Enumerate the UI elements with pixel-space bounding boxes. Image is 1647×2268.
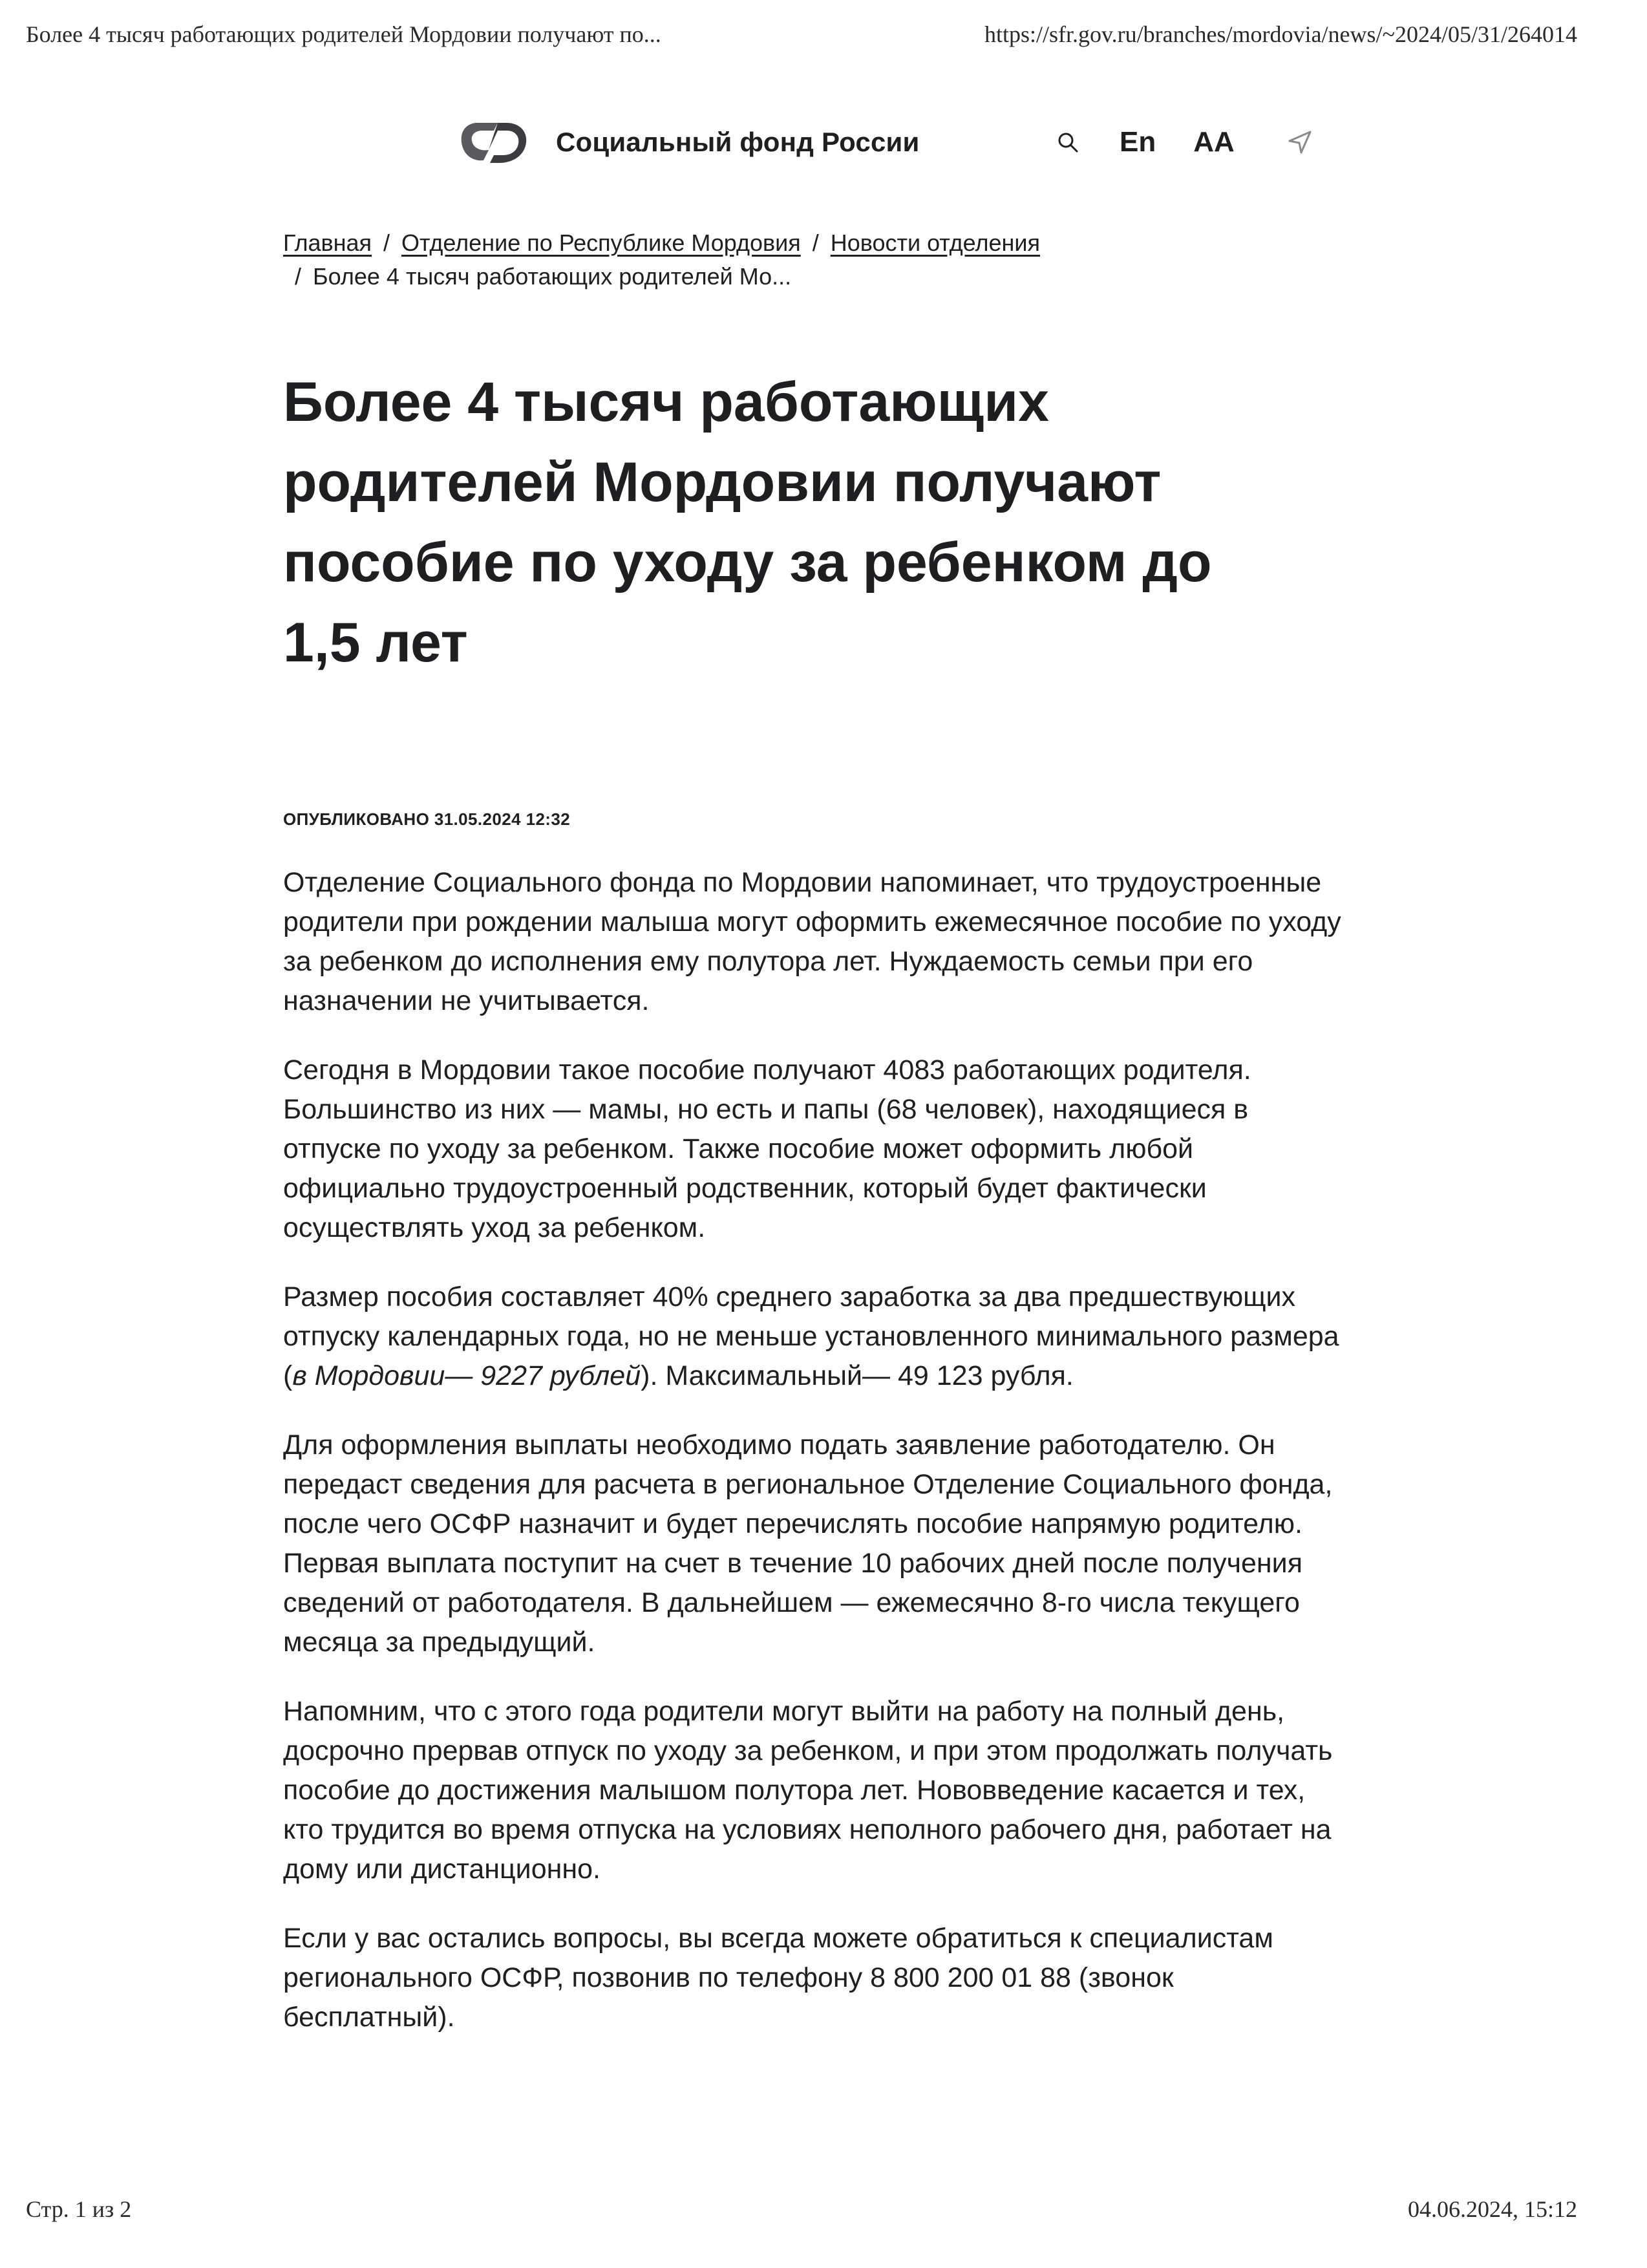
breadcrumb-branch-link[interactable]: Отделение по Республике Мордовия [401,230,801,256]
breadcrumb-current-row [283,260,1382,294]
site-name: Социальный фонд России [556,127,920,157]
article-body [283,863,1343,2037]
site-header [458,110,1298,175]
published-date: ОПУБЛИКОВАНО 31.05.2024 12:32 [283,809,571,829]
article-paragraph-1: Отделение Социального фонда по Мордовии напоминает, что трудоустроенные родители при рождении малыша могут оформить ежемесячное пособие по уходу за ребенком до исполнения ему полутора лет. Нуждаемость семьи при его назначении не учитывается. [283,867,1341,1016]
breadcrumb-separator: / [812,230,819,256]
logo-link[interactable] [458,110,920,175]
article-title: Более 4 тысяч работающих родителей Мордовии получают пособие по уходу за ребенком до 1,5 лет [283,371,1212,674]
search-button[interactable] [1052,127,1083,158]
article-paragraph-6: Если у вас остались вопросы, вы всегда можете обратиться к специалистам регионального ОСФР, позвонив по телефону 8 800 200 01 88 (звонок бесплатный). [283,1923,1273,2033]
print-header-url: https://sfr.gov.ru/branches/mordovia/news/~2024/05/31/264014 [984,21,1577,47]
article-paragraph-3 [283,1278,1343,1396]
accessibility-button[interactable]: AA [1193,126,1235,158]
breadcrumb-news-link[interactable]: Новости отделения [830,230,1040,256]
breadcrumb-current: Более 4 тысяч работающих родителей Мо... [313,263,792,290]
article [283,362,1343,2067]
sfr-logo-icon [458,116,529,168]
article-paragraph-2: Сегодня в Мордовии такое пособие получают 4083 работающих родителя. Большинство из них — мамы, но есть и папы (68 человек), находящиеся в отпуске по уходу за ребенком. Также пособие может оформить любой официально трудоустроенный родственник, который будет фактически осуществлять уход за ребенком. [283,1054,1251,1243]
print-footer-datetime: 04.06.2024, 15:12 [1407,2196,1577,2222]
breadcrumb-home-link[interactable]: Главная [283,230,372,256]
breadcrumb-separator: / [383,230,390,256]
breadcrumb-separator: / [295,263,302,290]
location-arrow-icon [1287,129,1313,155]
location-button[interactable] [1285,127,1315,157]
breadcrumb [283,226,1382,294]
paragraph-3-emphasis: в Мордовии— 9227 рублей [292,1360,641,1391]
paragraph-3-text-start: Размер пособия составляет 40% среднего заработка за два предшествующих отпуску календарных года, но не меньше установленного минимального размера ( [283,1281,1339,1391]
article-paragraph-4: Для оформления выплаты необходимо подать заявление работодателю. Он передаст сведения для расчета в региональное Отделение Социального фонда, после чего ОСФР назначит и будет перечислять пособие напрямую родителю. Первая выплата поступит на счет в течение 10 рабочих дней после получения сведений от работодателя. В дальнейшем — ежемесячно 8-го числа текущего месяца за предыдущий. [283,1429,1333,1658]
print-header-title: Более 4 тысяч работающих родителей Мордовии получают по... [26,21,661,47]
search-icon [1056,131,1079,154]
article-paragraph-5: Напомним, что с этого года родители могут выйти на работу на полный день, досрочно прервав отпуск по уходу за ребенком, и при этом продолжать получать пособие до достижения малышом полутора лет. Нововведение касается и тех, кто трудится во время отпуска на условиях неполного рабочего дня, работает на дому или дистанционно. [283,1696,1333,1885]
paragraph-3-text-end: ). Максимальный— 49 123 рубля. [641,1360,1074,1391]
language-switch-button[interactable]: En [1120,126,1156,158]
print-footer-page-number: Стр. 1 из 2 [26,2196,132,2222]
header-actions [1052,110,1315,175]
